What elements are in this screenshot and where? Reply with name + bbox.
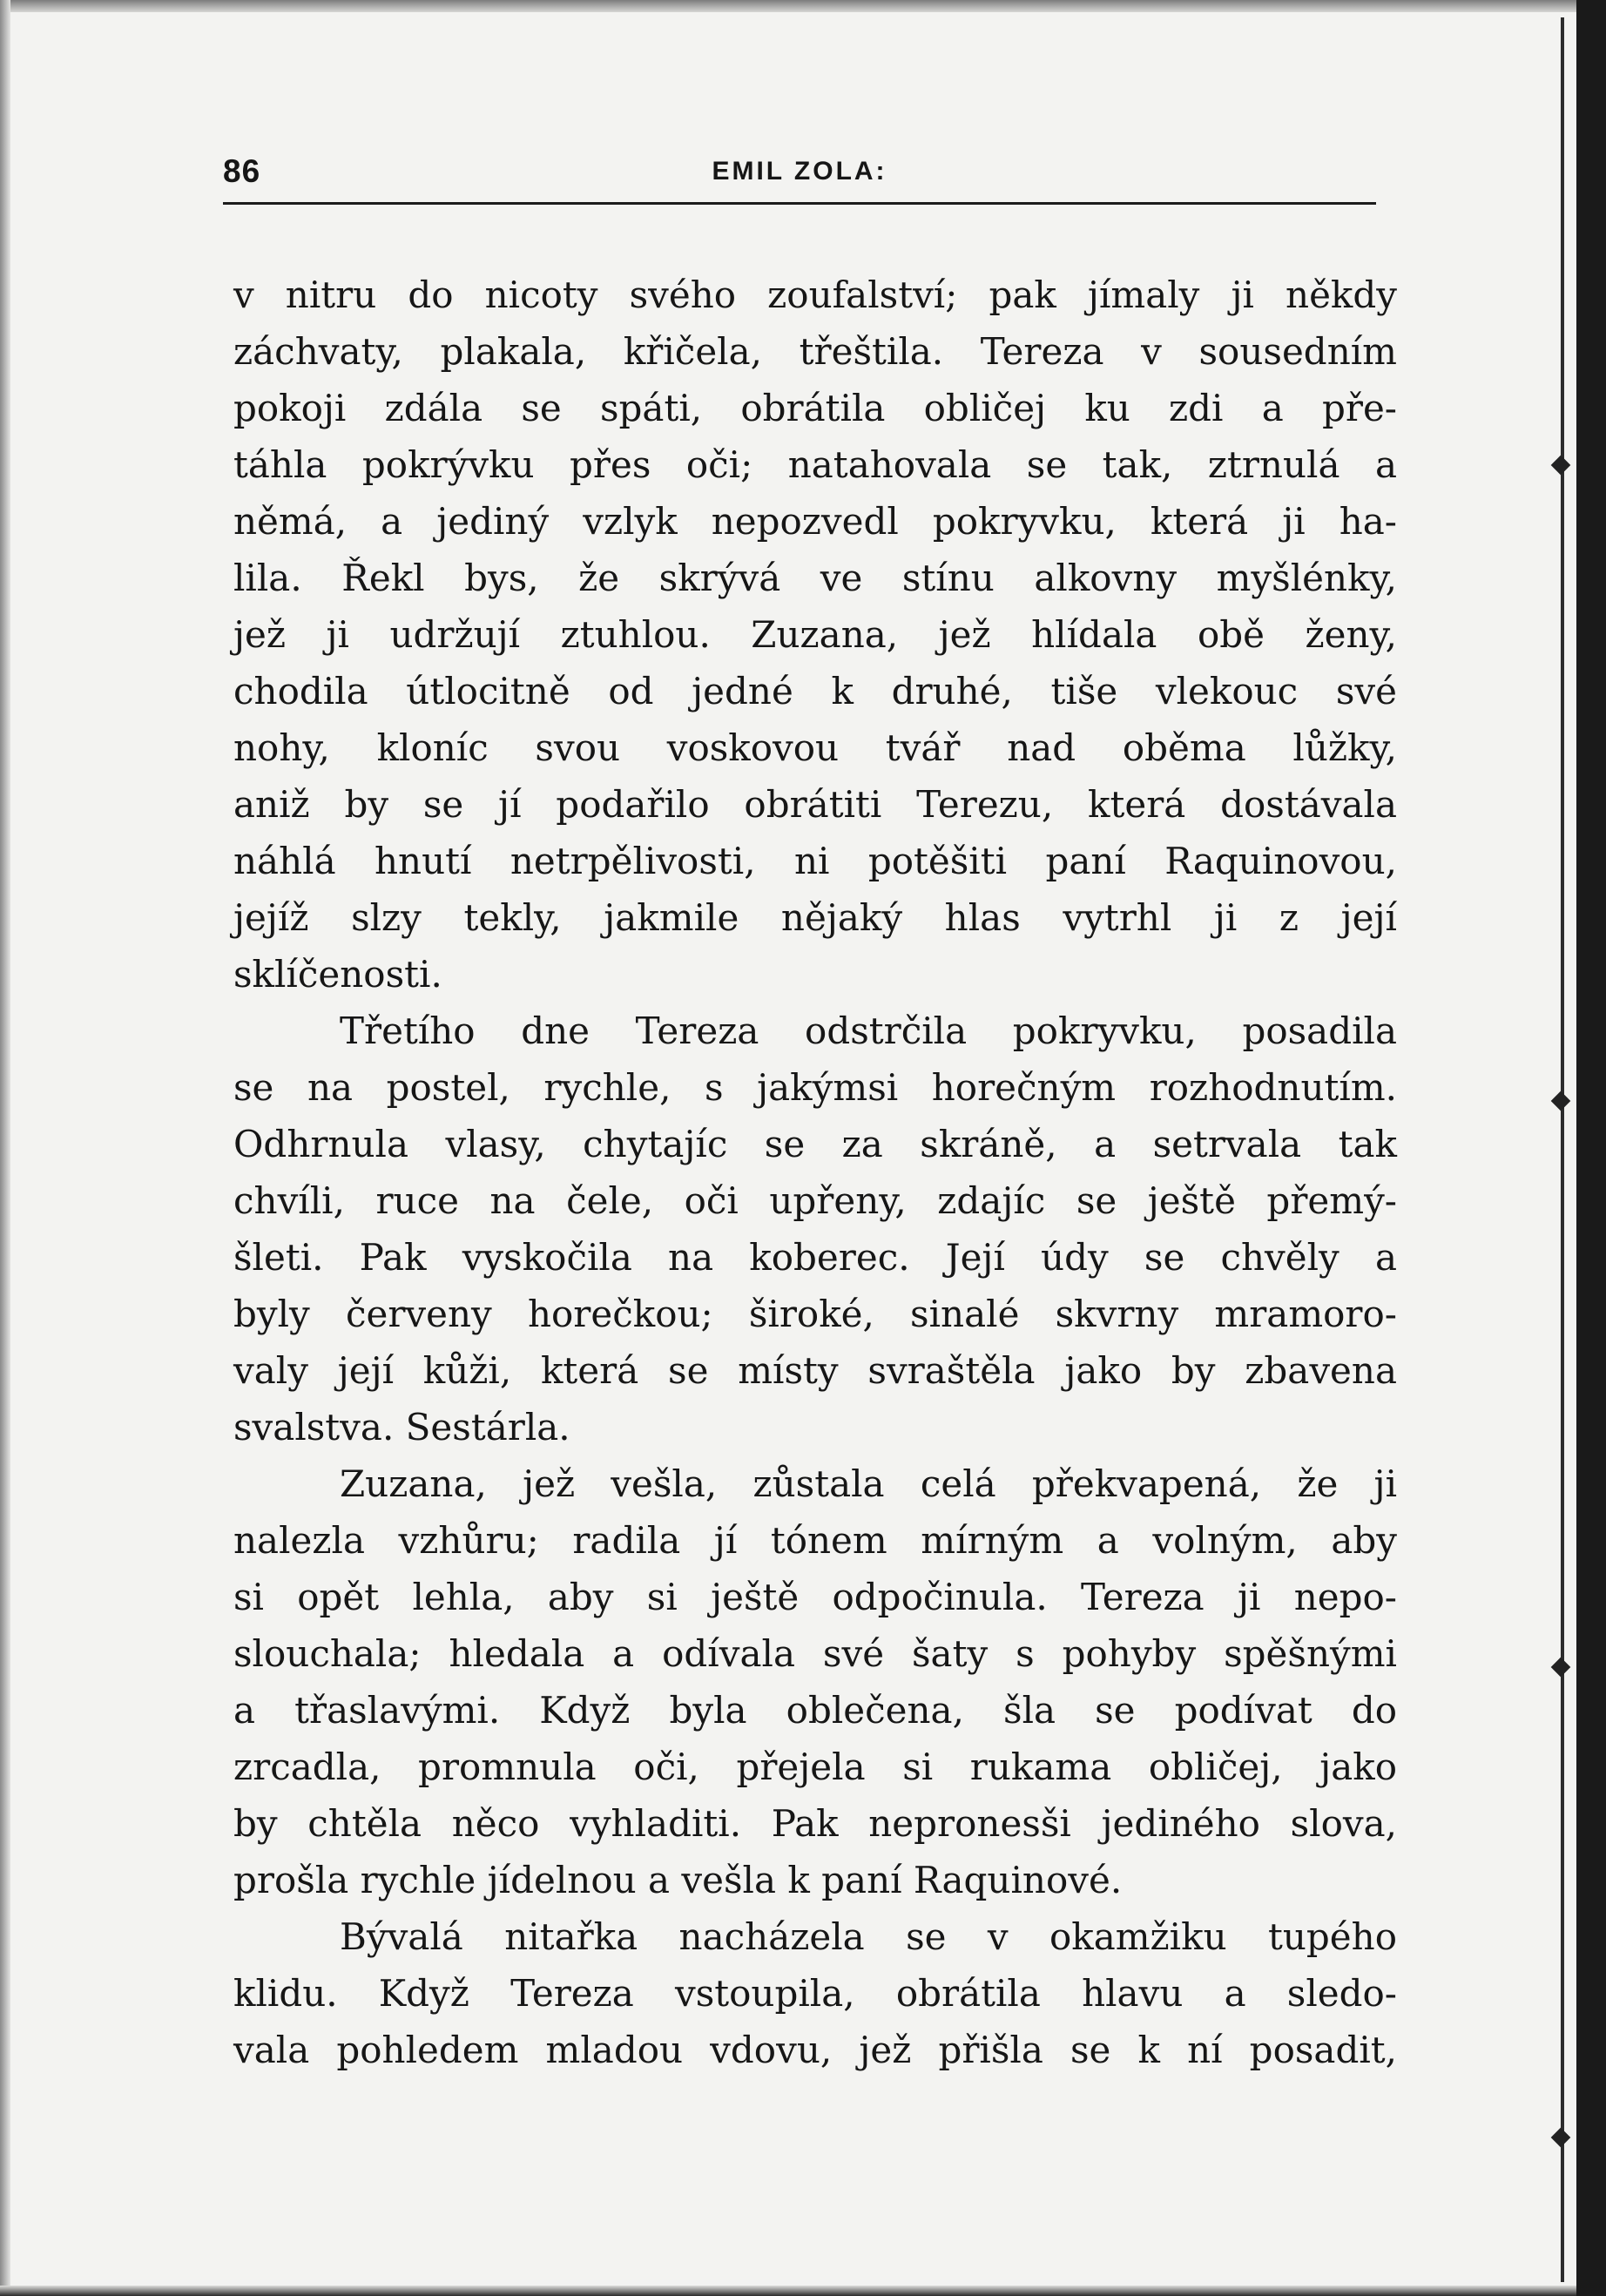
text-line: byly červeny horečkou; široké, sinalé skvrny mramoro- — [233, 1293, 1397, 1335]
book-spine-shadow — [1576, 0, 1606, 2296]
text-line: svalstva. Sestárla. — [233, 1406, 570, 1449]
text-line: jejíž slzy tekly, jakmile nějaký hlas vytrhl ji z její — [233, 896, 1397, 939]
text-line: sklíčenosti. — [233, 953, 442, 996]
text-line: by chtěla něco vyhladiti. Pak nepronesši jediného slova, — [233, 1802, 1397, 1845]
text-line: chvíli, ruce na čele, oči upřeny, zdajíc se ještě přemý- — [233, 1179, 1397, 1222]
text-line: zrcadla, promnula oči, přejela si rukama obličej, jako — [233, 1746, 1397, 1788]
paragraph-start-line: Bývalá nitařka nacházela se v okamžiku tupého — [340, 1915, 1397, 1958]
paragraph-start-line: Zuzana, jež vešla, zůstala celá překvapená, že ji — [340, 1462, 1397, 1505]
text-line: němá, a jediný vzlyk nepozvedl pokryvku, která ji ha- — [233, 500, 1397, 543]
text-line: nalezla vzhůru; radila jí tónem mírným a volným, aby — [233, 1519, 1397, 1562]
running-head — [223, 153, 1376, 199]
running-head-author: EMIL ZOLA: — [712, 157, 887, 186]
text-line: táhla pokrývku přes oči; natahovala se tak, ztrnulá a — [233, 443, 1397, 486]
text-line: prošla rychle jídelnou a vešla k paní Raquinové. — [233, 1859, 1123, 1901]
text-line: si opět lehla, aby si ještě odpočinula. Tereza ji nepo- — [233, 1576, 1397, 1618]
text-line: jež ji udržují ztuhlou. Zuzana, jež hlídala obě ženy, — [233, 613, 1397, 656]
text-line: pokoji zdála se spáti, obrátila obličej ku zdi a pře- — [233, 387, 1397, 429]
text-line: v nitru do nicoty svého zoufalství; pak jímaly ji někdy — [233, 273, 1397, 316]
header-rule — [223, 202, 1376, 205]
page-number: 86 — [223, 153, 261, 189]
text-line: lila. Řekl bys, že skrývá ve stínu alkovny myšlénky, — [233, 557, 1397, 599]
text-line: šleti. Pak vyskočila na koberec. Její údy se chvěly a — [233, 1236, 1397, 1279]
body-text — [233, 267, 1397, 2078]
text-line: slouchala; hledala a odívala své šaty s pohyby spěšnými — [233, 1632, 1397, 1675]
paragraph-start-line: Třetího dne Tereza odstrčila pokryvku, posadila — [340, 1010, 1397, 1052]
text-line: a třaslavými. Když byla oblečena, šla se podívat do — [233, 1689, 1397, 1732]
text-line: chodila útlocitně od jedné k druhé, tiše vlekouc své — [233, 670, 1397, 712]
binding-mark — [1551, 1091, 1571, 1111]
binding-mark — [1551, 456, 1571, 476]
text-line: vala pohledem mladou vdovu, jež přišla se k ní posadit, — [233, 2029, 1397, 2071]
page-edge-bottom — [0, 2286, 1606, 2296]
gutter-line — [1561, 17, 1564, 2282]
text-line: Odhrnula vlasy, chytajíc se za skráně, a setrvala tak — [233, 1123, 1397, 1165]
page-edge-top — [0, 0, 1606, 12]
text-line: klidu. Když Tereza vstoupila, obrátila hlavu a sledo- — [233, 1972, 1397, 2015]
text-line: aniž by se jí podařilo obrátiti Terezu, která dostávala — [233, 783, 1397, 826]
binding-mark — [1551, 1658, 1571, 1678]
text-line: záchvaty, plakala, křičela, třeštila. Tereza v sousedním — [233, 330, 1397, 373]
binding-mark — [1551, 2128, 1571, 2148]
text-line: náhlá hnutí netrpělivosti, ni potěšiti paní Raquinovou, — [233, 840, 1397, 882]
page-edge-left — [0, 0, 10, 2296]
text-line: valy její kůži, která se místy svraštěla jako by zbavena — [233, 1349, 1397, 1392]
text-line: se na postel, rychle, s jakýmsi horečným rozhodnutím. — [233, 1066, 1397, 1109]
text-line: nohy, kloníc svou voskovou tvář nad oběma lůžky, — [233, 726, 1397, 769]
